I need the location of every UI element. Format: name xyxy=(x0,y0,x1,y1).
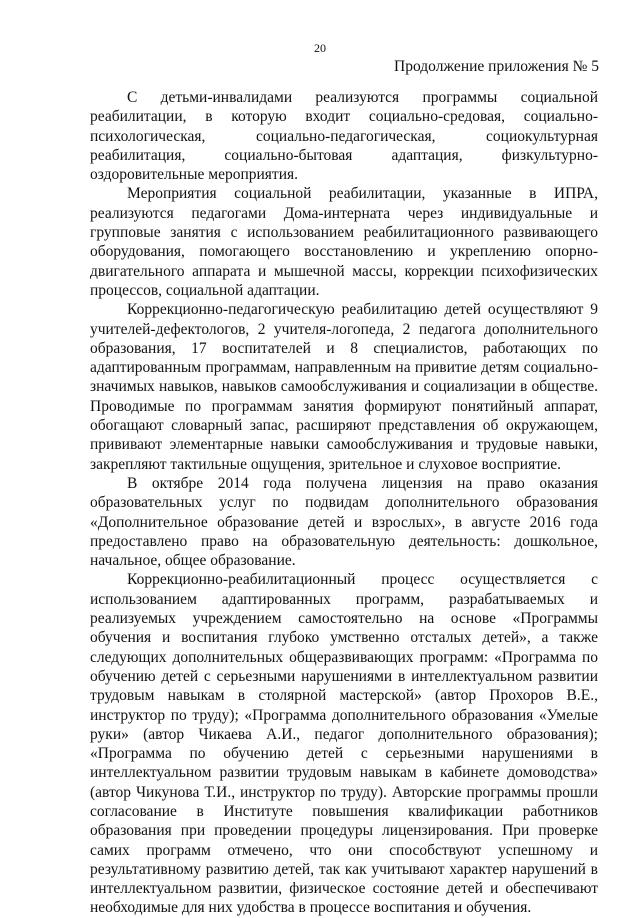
appendix-continuation-note: Продолжение приложения № 5 xyxy=(394,58,599,75)
paragraph-correctional-process-programs: Коррекционно-реабилитационный процесс осуществляется с использованием адаптированных программ, разрабатываемых и реализуемых учреждением самостоятельно на основе «Программы обучения и воспитания глубоко умственно отсталых детей», а также следующих дополнительных общеразвивающих программ: «Программа по обучению детей с серьезными нарушениями в интеллектуальном развитии трудовым навыкам в столярной мастерской» (автор Прохоров В.Е., инструктор по труду); «Программа дополнительного образования «Умелые руки» (автор Чикаева А.И., педагог дополнительного образования); «Программа по обучению детей с серьезными нарушениями в интеллектуальном развитии трудовым навыкам в кабинете домоводства» (автор Чикунова Т.И., инструктор по труду). Авторские программы прошли согласование в Институте повышения квалификации работников образования при проведении процедуры лицензирования. При проверке самих программ отмечено, что они способствуют успешному и результативному развитию детей, так как учитывают характер нарушений в интеллектуальном развитии, физическое состояние детей и обеспечивают необходимые для них удобства в процессе воспитания и обучения. xyxy=(90,571,598,917)
page-number: 20 xyxy=(314,41,326,55)
paragraph-social-rehabilitation-activities: Мероприятия социальной реабилитации, указанные в ИПРА, реализуются педагогами Дома-интерната через индивидуальные и групповые занятия с использованием реабилитационного развивающего оборудования, помогающего восстановлению и укреплению опорно-двигательного аппарата и мышечной массы, коррекции психофизических процессов, социальной адаптации. xyxy=(90,185,598,299)
paragraph-education-license: В октябре 2014 года получена лицензия на право оказания образовательных услуг по подвидам дополнительного образования «Дополнительное образование детей и взрослых», в августе 2016 года предоставлено право на образовательную деятельность: дошкольное, начальное, общее образование. xyxy=(90,474,598,570)
paragraph-correctional-pedagogical-rehabilitation: Коррекционно-педагогическую реабилитацию детей осуществляют 9 учителей-дефектологов, 2 учителя-логопеда, 2 педагога дополнительного образования, 17 воспитателей и 8 специалистов, работающих по адаптированным программам, направленным на привитие детям социально-значимых навыков, навыков самообслуживания и социализации в обществе. Проводимые по программам занятия формируют понятийный аппарат, обогащают словарный запас, расширяют представления об окружающем, прививают элементарные навыки самообслуживания и трудовые навыки, закрепляют тактильные ощущения, зрительное и слуховое восприятие. xyxy=(90,301,598,473)
paragraph-rehabilitation-programs: С детьми-инвалидами реализуются программы социальной реабилитации, в которую входит социально-средовая, социально-психологическая, социально-педагогическая, социокультурная реабилитация, социально-бытовая адаптация, физкультурно-оздоровительные мероприятия. xyxy=(90,89,598,184)
document-body xyxy=(90,88,598,918)
